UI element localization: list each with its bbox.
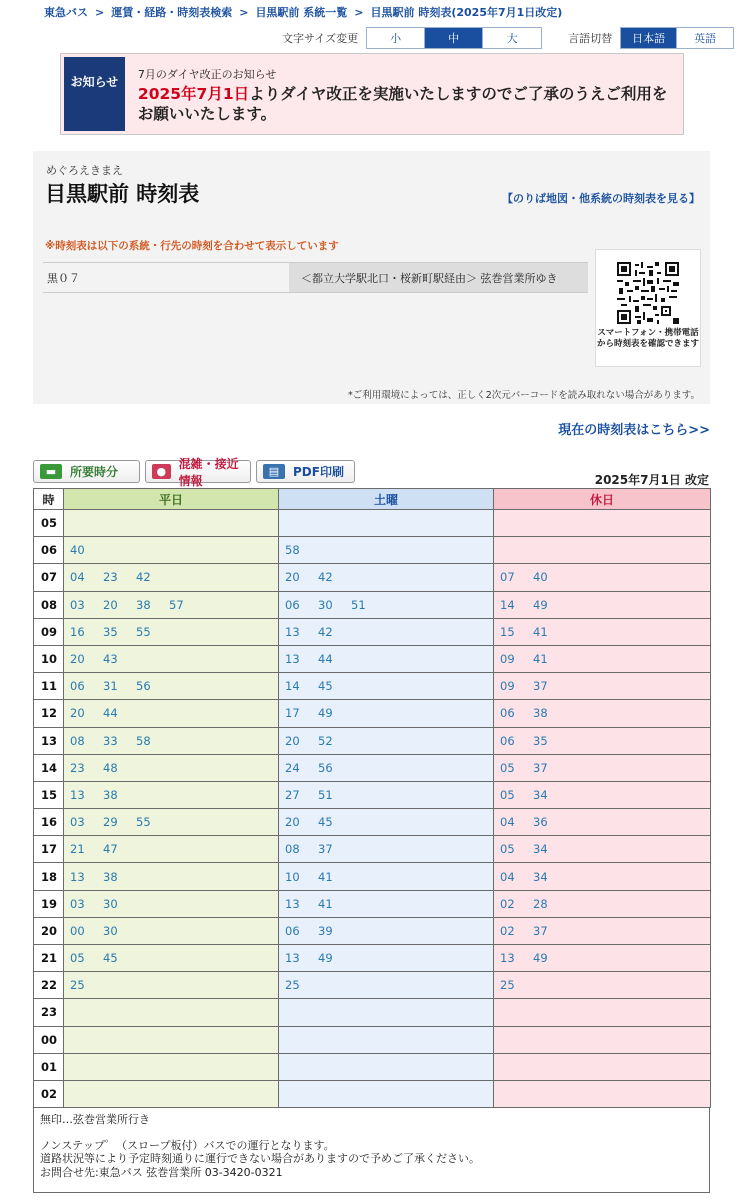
hour-cell: 18 (34, 863, 64, 890)
departure-minute[interactable]: 00 (70, 923, 85, 938)
departure-minute[interactable]: 34 (533, 787, 548, 802)
saturday-cell (279, 863, 494, 890)
notice-text (138, 84, 673, 124)
breadcrumb-route-list[interactable]: 目黒駅前 系統一覧 (255, 6, 348, 19)
holiday-cell (494, 781, 711, 808)
stop-kana: めぐろえきまえ (46, 164, 123, 177)
departure-minute[interactable]: 49 (318, 706, 333, 721)
saturday-cell (279, 890, 494, 917)
departure-minute[interactable]: 38 (103, 787, 118, 802)
departure-minute[interactable]: 34 (533, 869, 548, 884)
saturday-cell (279, 754, 494, 781)
saturday-cell (279, 972, 494, 999)
hour-cell: 08 (34, 591, 64, 618)
header-weekday: 平日 (64, 489, 279, 510)
departure-minute[interactable]: 25 (70, 978, 85, 993)
travel-time-button[interactable] (33, 460, 140, 483)
holiday-cell (494, 700, 711, 727)
saturday-cell (279, 836, 494, 863)
departure-minute[interactable]: 13 (500, 951, 515, 966)
language-english-button[interactable]: 英語 (677, 28, 733, 48)
timetable-row (34, 1026, 711, 1053)
departure-minute[interactable]: 56 (318, 760, 333, 775)
departure-minute[interactable]: 47 (103, 842, 118, 857)
hour-cell: 09 (34, 618, 64, 645)
saturday-cell (279, 781, 494, 808)
saturday-cell (279, 564, 494, 591)
saturday-cell (279, 700, 494, 727)
departure-minute[interactable]: 57 (169, 597, 184, 612)
weekday-cell (64, 1053, 279, 1080)
route-destination: ＜都立大学駅北口・桜新町駅経由＞ 弦巻営業所ゆき (289, 263, 588, 292)
breadcrumb-current: 目黒駅前 時刻表(2025年7月1日改定) (370, 6, 563, 19)
departure-minute[interactable]: 06 (500, 733, 515, 748)
footer-gap (40, 1127, 703, 1139)
departure-minute[interactable]: 03 (70, 815, 85, 830)
timetable-row (34, 917, 711, 944)
holiday-cell (494, 809, 711, 836)
departure-minute[interactable]: 49 (533, 597, 548, 612)
holiday-cell (494, 727, 711, 754)
departure-minute[interactable]: 55 (136, 815, 151, 830)
hour-cell: 16 (34, 809, 64, 836)
hour-cell: 19 (34, 890, 64, 917)
holiday-cell (494, 972, 711, 999)
hour-cell: 07 (34, 564, 64, 591)
notice-tag: お知らせ (64, 57, 125, 131)
holiday-cell (494, 1026, 711, 1053)
departure-minute[interactable]: 20 (285, 815, 300, 830)
hour-cell: 00 (34, 1026, 64, 1053)
timetable-row (34, 727, 711, 754)
timetable-row (34, 510, 711, 537)
departure-minute[interactable]: 56 (136, 679, 151, 694)
hour-cell: 02 (34, 1080, 64, 1107)
departure-minute[interactable]: 37 (533, 679, 548, 694)
qr-code-box (595, 249, 701, 367)
weekday-cell (64, 564, 279, 591)
notice-date: 2025年7月1日 (137, 85, 250, 103)
saturday-cell (279, 999, 494, 1026)
crowd-info-label: 混雑・接近情報 (178, 456, 239, 488)
departure-minute[interactable]: 20 (103, 597, 118, 612)
departure-minute[interactable]: 14 (285, 679, 300, 694)
timetable-row (34, 809, 711, 836)
departure-minute[interactable]: 04 (500, 815, 515, 830)
timetable-row (34, 618, 711, 645)
departure-minute[interactable]: 30 (103, 923, 118, 938)
language-label: 言語切替 (568, 32, 613, 45)
departure-minute[interactable]: 05 (500, 760, 515, 775)
timetable-body (34, 510, 711, 1108)
departure-minute[interactable]: 37 (318, 842, 333, 857)
departure-minute[interactable]: 08 (285, 842, 300, 857)
departure-minute[interactable]: 31 (103, 679, 118, 694)
hour-cell: 10 (34, 645, 64, 672)
departure-minute[interactable]: 39 (318, 923, 333, 938)
departure-minute[interactable]: 42 (136, 570, 151, 585)
holiday-cell (494, 537, 711, 564)
weekday-cell (64, 836, 279, 863)
holiday-cell (494, 673, 711, 700)
saturday-cell (279, 673, 494, 700)
saturday-cell (279, 1080, 494, 1107)
chevron-right-icon: > (354, 6, 364, 19)
departure-minute[interactable]: 04 (500, 869, 515, 884)
departure-minute[interactable]: 38 (533, 706, 548, 721)
utility-bar (282, 27, 734, 49)
breadcrumb-home[interactable]: 東急バス (44, 6, 88, 19)
timetable-row (34, 700, 711, 727)
departure-minute[interactable]: 02 (500, 923, 515, 938)
departure-minute[interactable]: 41 (533, 624, 548, 639)
departure-minute[interactable]: 43 (103, 652, 118, 667)
weekday-cell (64, 700, 279, 727)
saturday-cell (279, 510, 494, 537)
holiday-cell (494, 754, 711, 781)
departure-minute[interactable]: 13 (285, 624, 300, 639)
departure-minute[interactable]: 30 (103, 896, 118, 911)
font-size-large-button[interactable]: 大 (483, 28, 541, 48)
weekday-cell (64, 673, 279, 700)
font-size-switch (366, 27, 542, 49)
departure-minute[interactable]: 41 (318, 896, 333, 911)
map-link[interactable]: 【のりば地図・他系統の時刻表を見る】 (502, 192, 700, 205)
pdf-print-label: PDF印刷 (293, 465, 344, 479)
holiday-cell (494, 917, 711, 944)
departure-minute[interactable]: 49 (318, 951, 333, 966)
font-size-small-button[interactable]: 小 (367, 28, 425, 48)
holiday-cell (494, 564, 711, 591)
chevron-right-icon: > (95, 6, 105, 19)
hour-cell: 11 (34, 673, 64, 700)
timetable-row (34, 645, 711, 672)
departure-minute[interactable]: 20 (70, 652, 85, 667)
departure-minute[interactable]: 25 (285, 978, 300, 993)
saturday-cell (279, 537, 494, 564)
departure-minute[interactable]: 16 (70, 624, 85, 639)
route-row (43, 262, 588, 293)
timetable-row (34, 1080, 711, 1107)
font-size-medium-button[interactable]: 中 (425, 28, 483, 48)
departure-minute[interactable]: 30 (318, 597, 333, 612)
weekday-cell (64, 863, 279, 890)
departure-minute[interactable]: 13 (70, 787, 85, 802)
holiday-cell (494, 890, 711, 917)
weekday-cell (64, 781, 279, 808)
holiday-cell (494, 836, 711, 863)
departure-minute[interactable]: 24 (285, 760, 300, 775)
people-icon: ● (152, 464, 171, 479)
departure-minute[interactable]: 49 (533, 951, 548, 966)
travel-time-label: 所要時分 (70, 465, 119, 479)
hour-cell: 15 (34, 781, 64, 808)
departure-minute[interactable]: 20 (285, 570, 300, 585)
holiday-cell (494, 591, 711, 618)
timetable-row (34, 945, 711, 972)
printer-icon: ▤ (263, 464, 285, 479)
timetable (33, 488, 711, 1108)
departure-minute[interactable]: 44 (103, 706, 118, 721)
saturday-cell (279, 727, 494, 754)
departure-minute[interactable]: 06 (70, 679, 85, 694)
departure-minute[interactable]: 07 (500, 570, 515, 585)
breadcrumb (44, 4, 562, 20)
departure-minute[interactable]: 05 (500, 787, 515, 802)
departure-minute[interactable]: 40 (533, 570, 548, 585)
weekday-cell (64, 645, 279, 672)
departure-minute[interactable]: 15 (500, 624, 515, 639)
breadcrumb-search[interactable]: 運賃・経路・時刻表検索 (111, 6, 233, 19)
weekday-cell (64, 754, 279, 781)
language-switch (620, 27, 734, 49)
weekday-cell (64, 727, 279, 754)
holiday-cell (494, 618, 711, 645)
weekday-cell (64, 618, 279, 645)
hour-cell: 22 (34, 972, 64, 999)
saturday-cell (279, 591, 494, 618)
departure-minute[interactable]: 14 (500, 597, 515, 612)
departure-minute[interactable]: 05 (70, 951, 85, 966)
crowd-info-button[interactable] (145, 456, 251, 488)
departure-minute[interactable]: 42 (318, 570, 333, 585)
timetable-row (34, 999, 711, 1026)
hour-cell: 13 (34, 727, 64, 754)
departure-minute[interactable]: 52 (318, 733, 333, 748)
notice-body[interactable] (128, 54, 683, 134)
timetable-row (34, 1053, 711, 1080)
qr-code-icon (617, 262, 679, 324)
saturday-cell (279, 1053, 494, 1080)
hour-cell: 17 (34, 836, 64, 863)
weekday-cell (64, 537, 279, 564)
departure-minute[interactable]: 45 (318, 679, 333, 694)
weekday-cell (64, 917, 279, 944)
departure-minute[interactable]: 44 (318, 652, 333, 667)
header-holiday: 休日 (494, 489, 711, 510)
departure-minute[interactable]: 06 (500, 706, 515, 721)
departure-minute[interactable]: 20 (285, 733, 300, 748)
departure-minute[interactable]: 13 (285, 652, 300, 667)
departure-minute[interactable]: 08 (70, 733, 85, 748)
chevron-right-icon: > (239, 6, 249, 19)
departure-minute[interactable]: 58 (285, 543, 300, 558)
pdf-print-button[interactable] (256, 460, 355, 483)
language-japanese-button[interactable]: 日本語 (621, 28, 677, 48)
hour-cell: 06 (34, 537, 64, 564)
departure-minute[interactable]: 45 (318, 815, 333, 830)
timetable-row (34, 537, 711, 564)
weekday-cell (64, 1080, 279, 1107)
departure-minute[interactable]: 27 (285, 787, 300, 802)
hour-cell: 23 (34, 999, 64, 1026)
departure-minute[interactable]: 29 (103, 815, 118, 830)
departure-minute[interactable]: 17 (285, 706, 300, 721)
header-saturday: 土曜 (279, 489, 494, 510)
departure-minute[interactable]: 36 (533, 815, 548, 830)
weekday-cell (64, 999, 279, 1026)
departure-minute[interactable]: 25 (500, 978, 515, 993)
timetable-row (34, 972, 711, 999)
departure-minute[interactable]: 37 (533, 760, 548, 775)
departure-minute[interactable]: 21 (70, 842, 85, 857)
saturday-cell (279, 809, 494, 836)
departure-minute[interactable]: 35 (533, 733, 548, 748)
qr-caption: スマートフォン・携帯電話から時刻表を確認できます (596, 328, 699, 349)
weekday-cell (64, 972, 279, 999)
notice-title: 7月のダイヤ改正のお知らせ (137, 68, 277, 81)
departure-minute[interactable]: 35 (103, 624, 118, 639)
timetable-row (34, 890, 711, 917)
departure-minute[interactable]: 13 (285, 896, 300, 911)
timetable-row (34, 754, 711, 781)
timetable-header-row (34, 489, 711, 510)
footer-line: 無印…弦巻営業所行き (40, 1113, 150, 1126)
holiday-cell (494, 945, 711, 972)
departure-minute[interactable]: 06 (285, 597, 300, 612)
departure-minute[interactable]: 04 (70, 570, 85, 585)
departure-minute[interactable]: 42 (318, 624, 333, 639)
departure-minute[interactable]: 48 (103, 760, 118, 775)
departure-minute[interactable]: 03 (70, 896, 85, 911)
weekday-cell (64, 890, 279, 917)
departure-minute[interactable]: 37 (533, 923, 548, 938)
weekday-cell (64, 1026, 279, 1053)
revision-date: 2025年7月1日 改定 (594, 473, 709, 487)
departure-minute[interactable]: 45 (103, 951, 118, 966)
hour-cell: 12 (34, 700, 64, 727)
holiday-cell (494, 645, 711, 672)
departure-minute[interactable]: 41 (533, 652, 548, 667)
weekday-cell (64, 591, 279, 618)
timetable-row (34, 781, 711, 808)
departure-minute[interactable]: 03 (70, 597, 85, 612)
departure-minute[interactable]: 06 (285, 923, 300, 938)
hour-cell: 01 (34, 1053, 64, 1080)
departure-minute[interactable]: 09 (500, 679, 515, 694)
route-code: 黒０７ (43, 263, 289, 292)
departure-minute[interactable]: 58 (136, 733, 151, 748)
weekday-cell (64, 809, 279, 836)
holiday-cell (494, 1080, 711, 1107)
departure-minute[interactable]: 55 (136, 624, 151, 639)
hour-cell: 20 (34, 917, 64, 944)
departure-minute[interactable]: 34 (533, 842, 548, 857)
saturday-cell (279, 645, 494, 672)
saturday-cell (279, 618, 494, 645)
weekday-cell (64, 510, 279, 537)
departure-minute[interactable]: 05 (500, 842, 515, 857)
timetable-row (34, 836, 711, 863)
departure-minute[interactable]: 40 (70, 543, 85, 558)
bus-icon: ▬ (40, 464, 62, 479)
current-timetable-link[interactable]: 現在の時刻表はこちら>> (558, 423, 710, 438)
departure-minute[interactable]: 41 (318, 869, 333, 884)
departure-minute[interactable]: 13 (285, 951, 300, 966)
footer-notes (33, 1107, 710, 1193)
departure-minute[interactable]: 51 (351, 597, 366, 612)
departure-minute[interactable]: 09 (500, 652, 515, 667)
footer-line: ノンステップ゜（スロープ板付）バスでの運行となります。 (40, 1138, 335, 1152)
departure-minute[interactable]: 20 (70, 706, 85, 721)
holiday-cell (494, 510, 711, 537)
weekday-cell (64, 945, 279, 972)
departure-minute[interactable]: 13 (70, 869, 85, 884)
saturday-cell (279, 1026, 494, 1053)
font-size-label: 文字サイズ変更 (282, 32, 359, 45)
departure-minute[interactable]: 10 (285, 869, 300, 884)
stop-info-panel (33, 151, 710, 404)
header-hour: 時 (34, 489, 64, 510)
timetable-row (34, 673, 711, 700)
hour-cell: 05 (34, 510, 64, 537)
departure-minute[interactable]: 38 (103, 869, 118, 884)
qr-note: *ご利用環境によっては、正しく2次元バーコードを読み取れない場合があります。 (347, 390, 700, 401)
notice-banner (60, 53, 684, 135)
route-note: ※時刻表は以下の系統・行先の時刻を合わせて表示しています (45, 240, 339, 252)
holiday-cell (494, 1053, 711, 1080)
holiday-cell (494, 999, 711, 1026)
departure-minute[interactable]: 51 (318, 787, 333, 802)
departure-minute[interactable]: 28 (533, 896, 548, 911)
timetable-row (34, 863, 711, 890)
holiday-cell (494, 863, 711, 890)
footer-line: 道路状況等により予定時刻通りに運行できない場合がありますので予めご了承ください。 (40, 1152, 480, 1165)
departure-minute[interactable]: 02 (500, 896, 515, 911)
timetable-row (34, 591, 711, 618)
saturday-cell (279, 945, 494, 972)
saturday-cell (279, 917, 494, 944)
departure-minute[interactable]: 33 (103, 733, 118, 748)
timetable-row (34, 564, 711, 591)
hour-cell: 21 (34, 945, 64, 972)
departure-minute[interactable]: 23 (103, 570, 118, 585)
departure-minute[interactable]: 23 (70, 760, 85, 775)
departure-minute[interactable]: 38 (136, 597, 151, 612)
notice-message: よりダイヤ改正を実施いたしますのでご了承のうえご利用をお願いいたします。 (137, 85, 668, 123)
hour-cell: 14 (34, 754, 64, 781)
page-title: 目黒駅前 時刻表 (45, 182, 200, 206)
footer-line: お問合せ先:東急バス 弦巻営業所 03-3420-0321 (40, 1165, 283, 1179)
